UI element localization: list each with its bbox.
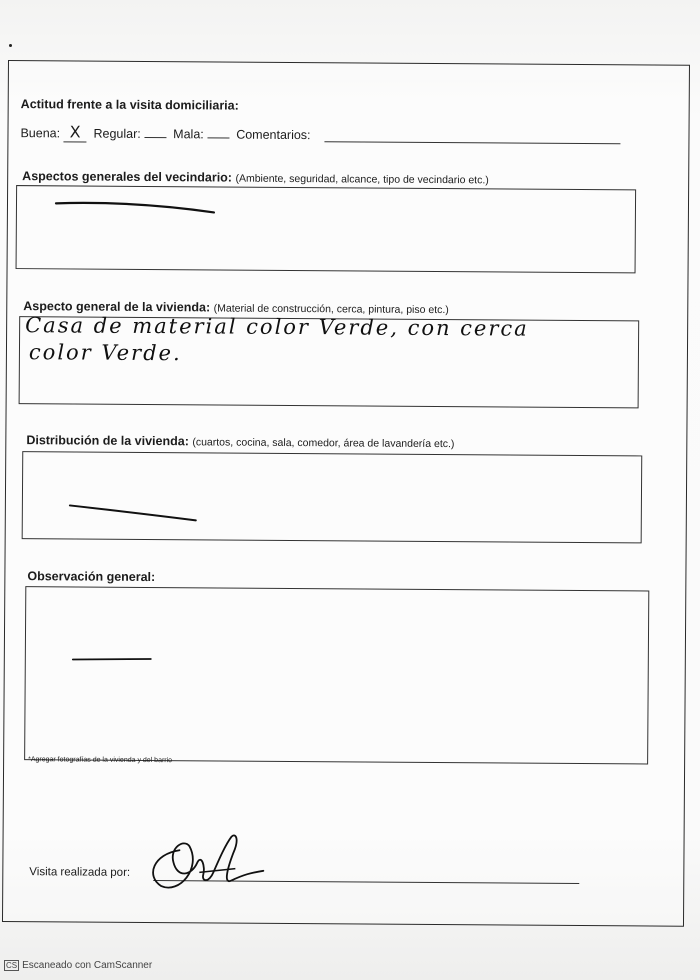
housing-answer-line2: color Verde. (28, 340, 182, 366)
scanner-text: Escaneado con CamScanner (22, 960, 153, 972)
option-buena-mark: X (64, 122, 87, 142)
neighborhood-dash-stroke (54, 199, 224, 216)
distribution-title: Distribución de la vivienda: (cuartos, cocina, sala, comedor, área de lavandería etc.) (26, 433, 455, 451)
speck (9, 44, 12, 47)
comments-line (324, 141, 620, 144)
distribution-box (22, 451, 643, 543)
option-comentarios-label: Comentarios: (236, 127, 311, 143)
attitude-options (20, 122, 310, 143)
housing-title: Aspecto general de la vivienda: (Material de construcción, cerca, pintura, piso etc.) (23, 299, 449, 317)
housing-answer-line1: Casa de material color Verde, con cerca (25, 313, 529, 341)
photos-note: *Agregar fotografías de la vivienda y del barrio (28, 756, 173, 765)
visit-label: Visita realizada por: (29, 866, 131, 879)
home-visit-form (2, 60, 690, 927)
option-regular-label: Regular: (93, 126, 141, 141)
observation-title: Observación general: (27, 569, 156, 585)
attitude-title: Actitud frente a la visita domiciliaria: (20, 97, 239, 113)
observation-box (24, 586, 649, 764)
neighborhood-box (16, 185, 637, 273)
signature (139, 828, 269, 899)
camscanner-logo: CS (6, 961, 18, 970)
option-mala-label: Mala: (173, 127, 204, 142)
option-buena-label: Buena: (20, 126, 61, 141)
distribution-dash-stroke (68, 501, 208, 524)
neighborhood-title: Aspectos generales del vecindario: (Ambiente, seguridad, alcance, tipo de vecindario etc.) (22, 169, 489, 187)
observation-dash-stroke (71, 655, 161, 666)
scanner-watermark (4, 960, 152, 971)
